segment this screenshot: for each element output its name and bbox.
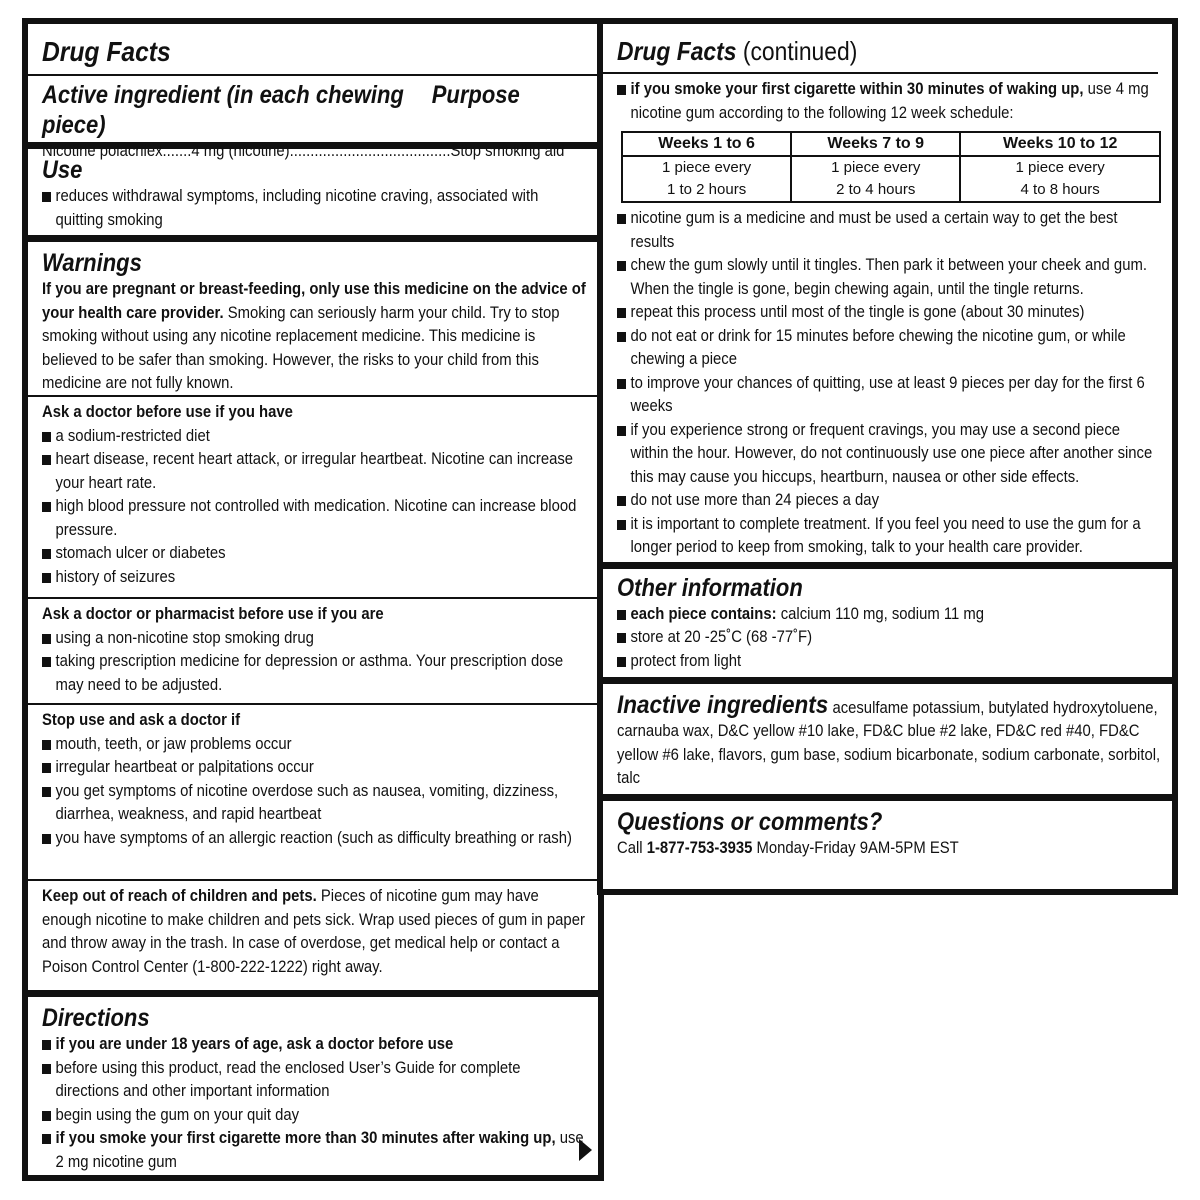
list-item: repeat this process until most of the tingle is gone (about 30 minutes)	[617, 301, 1161, 325]
keep-out-section	[42, 881, 588, 990]
bullet-icon	[42, 455, 51, 465]
bullet-icon	[42, 1111, 51, 1121]
list-item: if you experience strong or frequent cravings, you may use a second piece within the hour. However, do not continuously use one piece after another since this may cause you hiccups, heartburn, nausea or other side effects.	[617, 419, 1161, 490]
contact-line: Call 1-877-753-3935 Monday-Friday 9AM-5PM EST	[617, 838, 959, 857]
bullet-icon	[617, 308, 626, 318]
table-header-row	[622, 132, 1160, 156]
bullet-icon	[42, 1040, 51, 1050]
list-item: do not eat or drink for 15 minutes before chewing the nicotine gum, or while chewing a piece	[617, 325, 1161, 372]
table-cell: 1 piece every 4 to 8 hours	[960, 156, 1160, 202]
bullet-icon	[42, 502, 51, 512]
stop-use-section	[42, 705, 588, 879]
list-item: store at 20 -25˚C (68 -77˚F)	[617, 626, 1161, 650]
pregnancy-warning: If you are pregnant or breast-feeding, only use this medicine on the advice of your health care provider. Smoking can seriously harm your child. Try to stop smoking without using any nicotine replacement medicine. This medicine is believed to be safer than smoking. However, the risks to your child from this medicine are not fully known.	[42, 280, 586, 392]
warnings-section	[42, 242, 588, 395]
list-item: to improve your chances of quitting, use at least 9 pieces per day for the first 6 weeks	[617, 372, 1161, 419]
bullet-icon	[42, 432, 51, 442]
bullet-icon	[617, 379, 626, 389]
drug-facts-panel-left	[22, 18, 604, 1181]
list-item: using a non-nicotine stop smoking drug	[42, 627, 587, 651]
bullet-icon	[42, 549, 51, 559]
active-ingredient-line: Nicotine polacrilex.......4 mg (nicotine).......................................Stop smoking aid	[42, 142, 565, 160]
questions-section	[617, 801, 1162, 861]
title-section	[42, 24, 588, 68]
list-item: you get symptoms of nicotine overdose such as nausea, vomiting, dizziness, diarrhea, weakness, and rapid heartbeat	[42, 780, 587, 827]
bullet-icon	[42, 573, 51, 583]
list-item: high blood pressure not controlled with medication. Nicotine can increase blood pressure.	[42, 495, 587, 542]
list-item: begin using the gum on your quit day	[42, 1104, 587, 1128]
list-item: a sodium-restricted diet	[42, 425, 587, 449]
divider	[28, 990, 598, 997]
bullet-icon	[617, 657, 626, 667]
inactive-ingredients-heading: Inactive ingredients	[617, 690, 829, 719]
bullet-icon	[617, 261, 626, 271]
list-item: it is important to complete treatment. If you feel you need to use the gum for a longer period to keep from smoking, talk to your health care provider.	[617, 513, 1161, 560]
other-information-heading: Other information	[617, 573, 803, 602]
divider	[603, 794, 1172, 801]
directions-continued-section	[617, 74, 1162, 560]
bullet-icon	[42, 740, 51, 750]
questions-heading: Questions or comments?	[617, 807, 883, 836]
bullet-icon	[42, 657, 51, 667]
bullet-icon	[617, 214, 626, 224]
bullet-icon	[42, 634, 51, 644]
table-cell: 1 piece every 1 to 2 hours	[622, 156, 791, 202]
list-item: do not use more than 24 pieces a day	[617, 489, 1161, 513]
phone-number: 1-877-753-3935	[646, 838, 753, 857]
bullet-icon	[617, 332, 626, 342]
list-item: reduces withdrawal symptoms, including nicotine craving, associated with quitting smoking	[42, 185, 587, 232]
inactive-ingredients-section	[617, 684, 1162, 794]
active-ingredient-section	[42, 76, 588, 160]
continue-arrow-icon	[579, 1139, 592, 1161]
ask-pharmacist-section	[42, 599, 588, 703]
bullet-icon	[42, 1064, 51, 1074]
bullet-icon	[42, 192, 51, 202]
list-item: chew the gum slowly until it tingles. Then park it between your cheek and gum. When the tingle is gone, begin chewing again, until the tingle returns.	[617, 254, 1161, 301]
warnings-heading: Warnings	[42, 249, 142, 277]
bullet-icon	[42, 834, 51, 844]
table-row	[622, 156, 1160, 202]
use-heading: Use	[42, 156, 83, 184]
bullet-icon	[617, 633, 626, 643]
list-item: stomach ulcer or diabetes	[42, 542, 587, 566]
purpose-heading: Purpose	[431, 81, 520, 109]
dosing-schedule-table	[621, 131, 1161, 203]
drug-facts-continued-title: Drug Facts (continued)	[617, 36, 858, 66]
ask-pharmacist-heading: Ask a doctor or pharmacist before use if you are	[42, 605, 384, 623]
bullet-icon	[617, 520, 626, 530]
list-item: if you smoke your first cigarette more than 30 minutes after waking up, use 2 mg nicotine gum	[42, 1127, 587, 1174]
bullet-icon	[42, 1134, 51, 1144]
divider	[603, 562, 1172, 569]
bullet-icon	[617, 426, 626, 436]
ask-doctor-section	[42, 397, 588, 597]
bullet-icon	[42, 763, 51, 773]
stop-use-heading: Stop use and ask a doctor if	[42, 711, 241, 729]
bullet-icon	[617, 85, 626, 95]
list-item: before using this product, read the enclosed User’s Guide for complete directions and other important information	[42, 1057, 587, 1104]
use-section	[42, 149, 588, 235]
active-ingredient-heading: Active ingredient (in each chewing piece)	[42, 81, 404, 139]
list-item: taking prescription medicine for depression or asthma. Your prescription dose may need to be adjusted.	[42, 650, 587, 697]
divider	[603, 677, 1172, 684]
list-item: you have symptoms of an allergic reaction (such as difficulty breathing or rash)	[42, 827, 587, 851]
continued-title-section	[617, 24, 1162, 66]
list-item: irregular heartbeat or palpitations occur	[42, 756, 587, 780]
table-header: Weeks 7 to 9	[791, 132, 960, 156]
list-item: mouth, teeth, or jaw problems occur	[42, 733, 587, 757]
drug-facts-panel-right	[597, 18, 1178, 895]
list-item: history of seizures	[42, 566, 587, 590]
table-header: Weeks 1 to 6	[622, 132, 791, 156]
keep-out-warning: Keep out of reach of children and pets. Pieces of nicotine gum may have enough nicotine to make children and pets sick. Wrap used pieces of gum in paper and throw away in the trash. In case of overdose, get medical help or contact a Poison Control Center (1-800-222-1222) right away.	[42, 887, 585, 976]
directions-heading: Directions	[42, 1004, 150, 1032]
list-item: if you smoke your first cigarette within 30 minutes of waking up, use 4 mg nicotine gum according to the following 12 week schedule:	[617, 78, 1161, 125]
list-item: nicotine gum is a medicine and must be used a certain way to get the best results	[617, 207, 1161, 254]
table-header: Weeks 10 to 12	[960, 132, 1160, 156]
list-item: if you are under 18 years of age, ask a doctor before use	[42, 1033, 587, 1057]
directions-section	[42, 997, 588, 1174]
list-item: heart disease, recent heart attack, or irregular heartbeat. Nicotine can increase your heart rate.	[42, 448, 587, 495]
list-item: protect from light	[617, 650, 1161, 674]
drug-facts-title: Drug Facts	[42, 36, 171, 67]
bullet-icon	[42, 787, 51, 797]
list-item: each piece contains: calcium 110 mg, sodium 11 mg	[617, 603, 1161, 627]
divider	[28, 235, 598, 242]
ask-doctor-heading: Ask a doctor before use if you have	[42, 403, 293, 421]
other-information-section	[617, 569, 1162, 677]
table-cell: 1 piece every 2 to 4 hours	[791, 156, 960, 202]
inactive-ingredients-text: Inactive ingredients acesulfame potassium, butylated hydroxytoluene, carnauba wax, D&C yellow #10 lake, FD&C blue #2 lake, FD&C red #40, FD&C yellow #6 lake, flavors, gum base, sodium bicarbonate, sodium carbonate, sorbitol, talc	[617, 690, 1161, 787]
bullet-icon	[617, 496, 626, 506]
bullet-icon	[617, 610, 626, 620]
